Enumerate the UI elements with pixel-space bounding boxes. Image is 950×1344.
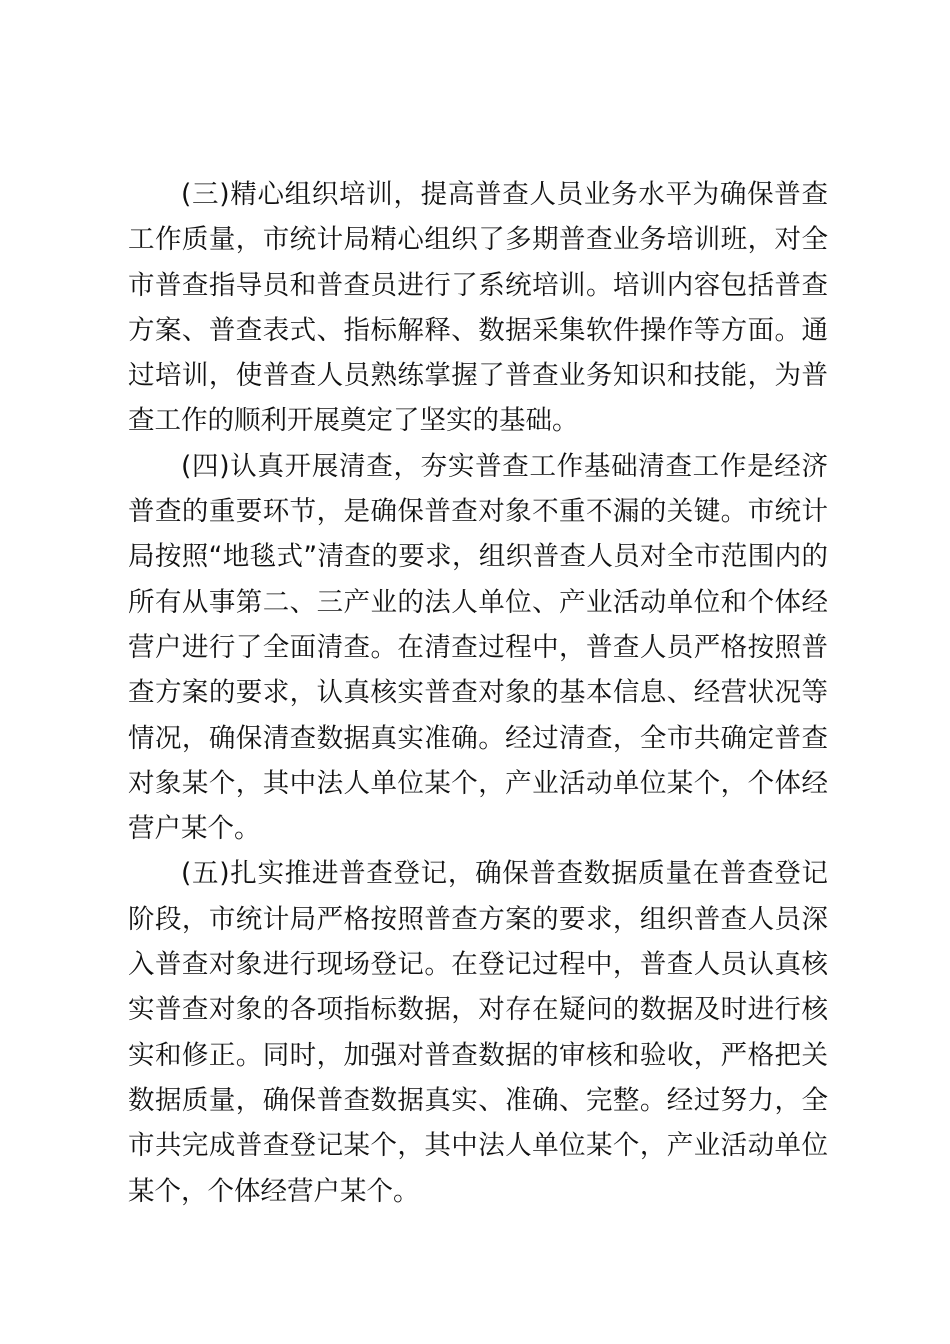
paragraph-training: (三)精心组织培训，提高普查人员业务水平为确保普查工作质量，市统计局精心组织了多期普查业务培训班，对全市普查指导员和普查员进行了系统培训。培训内容包括普查方案、普查表式、指标解释、数据采集软件操作等方面。通过培训，使普查人员熟练掌握了普查业务知识和技能，为普查工作的顺利开展奠定了坚实的基础。 (128, 179, 828, 437)
document-body (128, 172, 828, 1214)
paragraph-registration: (五)扎实推进普查登记，确保普查数据质量在普查登记阶段，市统计局严格按照普查方案的要求，组织普查人员深入普查对象进行现场登记。在登记过程中，普查人员认真核实普查对象的各项指标数据，对存在疑问的数据及时进行核实和修正。同时，加强对普查数据的审核和验收，严格把关数据质量，确保普查数据真实、准确、完整。经过努力，全市共完成普查登记某个，其中法人单位某个，产业活动单位某个，个体经营户某个。 (128, 858, 828, 1207)
paragraph-inventory-check: (四)认真开展清查，夯实普查工作基础清查工作是经济普查的重要环节，是确保普查对象不重不漏的关键。市统计局按照“地毯式”清查的要求，组织普查人员对全市范围内的所有从事第二、三产业的法人单位、产业活动单位和个体经营户进行了全面清查。在清查过程中，普查人员严格按照普查方案的要求，认真核实普查对象的基本信息、经营状况等情况，确保清查数据真实准确。经过清查，全市共确定普查对象某个，其中法人单位某个，产业活动单位某个，个体经营户某个。 (128, 450, 828, 845)
